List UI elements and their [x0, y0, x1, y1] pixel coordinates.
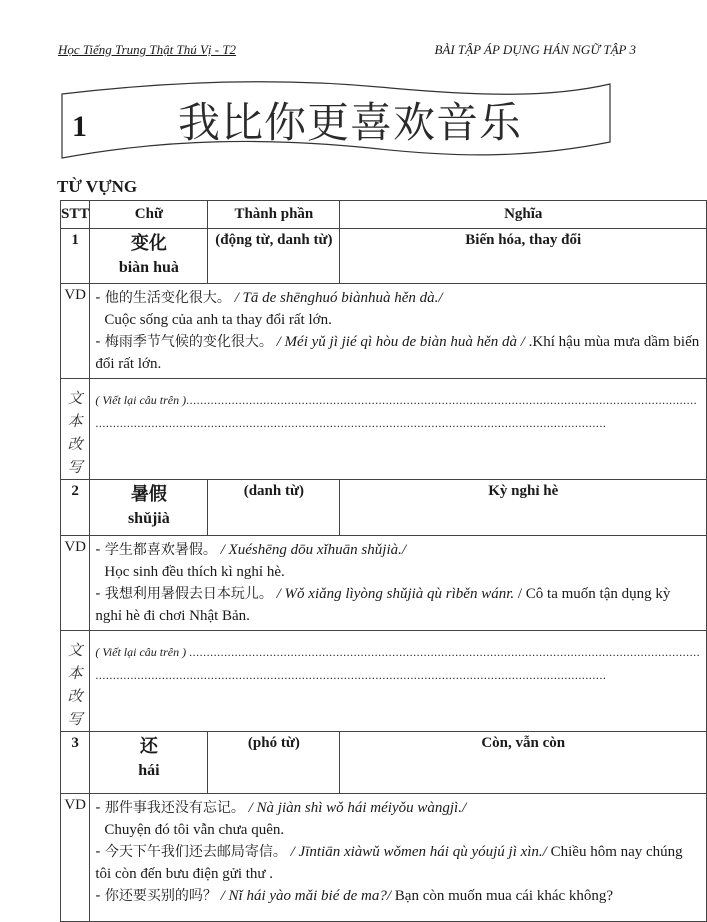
rewrite-label-line2: 改写: [67, 687, 83, 728]
example-pinyin: / Xuéshēng dōu xǐhuān shǔjià./: [220, 542, 407, 558]
example-label: VD: [61, 536, 90, 631]
example-chinese: - 今天下午我们还去邮局寄信。: [95, 844, 287, 860]
example-sentence: [95, 797, 700, 819]
entry-part-of-speech: (động từ, danh từ): [208, 229, 340, 284]
lesson-banner: [60, 76, 612, 166]
example-sentence: [95, 583, 700, 627]
example-pinyin: / Méi yǔ jì jié qì hòu de biàn huà hěn dà /: [276, 334, 525, 350]
entry-meaning: Biến hóa, thay đổi: [340, 229, 707, 284]
example-label: VD: [61, 794, 90, 922]
rewrite-label-line2: 改写: [67, 435, 83, 476]
answer-line[interactable]: ..................................................................................................................................................: [186, 393, 698, 407]
vocab-row: [61, 229, 707, 284]
book-title: Học Tiếng Trung Thật Thú Vị - T2: [58, 42, 237, 57]
rewrite-prompt: ( Viết lại câu trên ): [95, 645, 187, 659]
example-translation: Cuộc sống của anh ta thay đổi rất lớn.: [104, 312, 332, 328]
rewrite-answer-area[interactable]: [90, 379, 707, 480]
example-chinese: - 梅雨季节气候的变化很大。: [95, 334, 273, 350]
table-header-row: [61, 201, 707, 229]
rewrite-label-line1: 文本: [67, 389, 83, 430]
example-sentence: [95, 885, 700, 907]
entry-number: 3: [61, 732, 90, 794]
exercise-title: BÀI TẬP ÁP DỤNG HÁN NGỮ TẬP 3: [434, 42, 636, 57]
entry-hanzi: 还: [139, 736, 158, 757]
entry-hanzi: 暑假: [130, 484, 167, 505]
example-pinyin: / Wǒ xiǎng lìyòng shǔjià qù rìběn wánr.: [276, 586, 515, 602]
example-sentences: [90, 794, 707, 922]
lesson-title: 我比你更喜欢音乐: [178, 98, 523, 147]
answer-line[interactable]: ..................................................................................................................................................: [95, 416, 607, 430]
example-chinese: - 你还要买别的吗？: [95, 888, 217, 904]
entry-number: 2: [61, 480, 90, 536]
entry-part-of-speech: (phó từ): [208, 732, 340, 794]
example-pinyin: / Tā de shēnghuó biànhuà hěn dà./: [234, 290, 443, 306]
rewrite-answer-area[interactable]: [90, 631, 707, 732]
example-pinyin: / Nà jiàn shì wǒ hái méiyǒu wàngjì./: [248, 800, 467, 816]
entry-word: [90, 480, 208, 536]
entry-pinyin: shǔjià: [127, 510, 170, 527]
example-translation: Chuyện đó tôi vẫn chưa quên.: [104, 822, 285, 838]
vocabulary-table: [60, 200, 707, 922]
example-row: [61, 284, 707, 379]
example-translation: Bạn còn muốn mua cái khác không?: [394, 888, 614, 904]
entry-pinyin: biàn huà: [118, 259, 179, 276]
rewrite-row: [61, 379, 707, 480]
rewrite-label: [61, 631, 90, 732]
lesson-number: 1: [72, 110, 87, 143]
example-pinyin: / Jīntiān xiàwǔ wǒmen hái qù yóujú jì xìn./: [290, 844, 547, 860]
example-label: VD: [61, 284, 90, 379]
col-header-meaning: Nghĩa: [340, 201, 707, 229]
answer-line[interactable]: ..................................................................................................................................................: [189, 645, 701, 659]
col-header-word: Chữ: [90, 201, 208, 229]
entry-part-of-speech: (danh từ): [208, 480, 340, 536]
entry-word: [90, 732, 208, 794]
example-row: [61, 794, 707, 922]
rewrite-label: [61, 379, 90, 480]
answer-line[interactable]: ..................................................................................................................................................: [95, 668, 607, 682]
example-translation: Chiều hôm nay chúng tôi còn đến bưu điện gửi thư .: [95, 844, 683, 882]
entry-number: 1: [61, 229, 90, 284]
col-header-part-of-speech: Thành phần: [208, 201, 340, 229]
example-row: [61, 536, 707, 631]
entry-word: [90, 229, 208, 284]
example-sentence: [95, 841, 700, 885]
example-sentence: [95, 539, 700, 561]
entry-meaning: Còn, vẫn còn: [340, 732, 707, 794]
entry-pinyin: hái: [138, 762, 160, 779]
entry-meaning: Kỳ nghỉ hè: [340, 480, 707, 536]
vocab-row: [61, 732, 707, 794]
example-chinese: - 学生都喜欢暑假。: [95, 542, 217, 558]
example-sentence: [95, 287, 700, 309]
example-translation: .Khí hậu mùa mưa dầm biến đổi rất lớn.: [95, 334, 700, 372]
example-translation: Học sinh đều thích kì nghỉ hè.: [104, 564, 285, 580]
example-chinese: - 那件事我还没有忘记。: [95, 800, 245, 816]
example-chinese: - 我想利用暑假去日本玩儿。: [95, 586, 273, 602]
rewrite-prompt: ( Viết lại câu trên ): [95, 393, 187, 407]
col-header-stt: STT: [61, 201, 90, 229]
rewrite-label-line1: 文本: [67, 641, 83, 682]
example-pinyin: / Nǐ hái yào mǎi bié de ma?/: [220, 888, 392, 904]
example-sentences: [90, 536, 707, 631]
example-sentences: [90, 284, 707, 379]
section-title-vocabulary: TỪ VỰNG: [57, 177, 138, 196]
example-sentence: [95, 331, 700, 375]
example-translation: / Cô ta muốn tận dụng kỳ nghỉ hè đi chơi Nhật Bản.: [95, 586, 671, 624]
rewrite-row: [61, 631, 707, 732]
vocab-row: [61, 480, 707, 536]
entry-hanzi: 变化: [130, 233, 167, 254]
example-chinese: - 他的生活变化很大。: [95, 290, 231, 306]
